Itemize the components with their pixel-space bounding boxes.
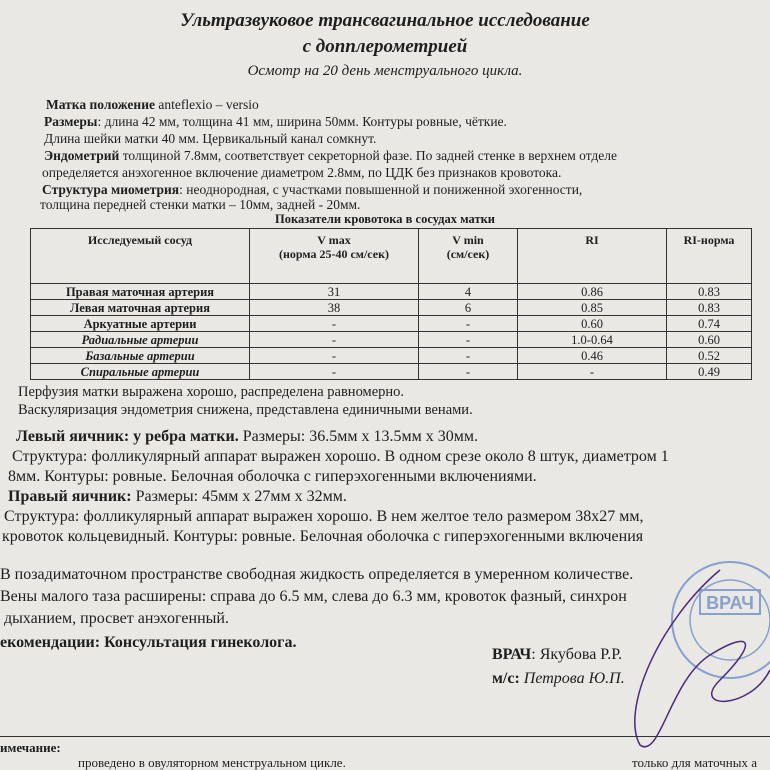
cell-norm: 0.83 [667,284,752,300]
cell-vmin: 4 [419,284,518,300]
pelvic-veins-cont: дыханием, просвет анэхогенный. [4,610,229,627]
endometrium-cont: определяется анэхогенное включение диаметром 2.8мм, по ЦДК без признаков кровотока. [42,165,562,180]
document-title-line2: с допплерометрией [302,36,468,57]
cell-vmin: 6 [419,300,518,316]
cell-ri: - [518,364,667,380]
doctor-signature-line: ВРАЧ: Якубова Р.Р. [492,646,623,663]
cell-vmin: - [419,348,518,364]
table-row [31,284,752,300]
cell-vessel: Радиальные артерии [31,332,250,348]
cell-vmin: - [419,332,518,348]
note-line2: только для маточных а [632,755,757,770]
cell-norm: 0.49 [667,364,752,380]
myometrium-cont: толщина передней стенки матки – 10мм, задней - 20мм. [40,197,361,212]
cell-vmax: - [250,332,419,348]
recommendation: екомендации: Консультация гинеколога. [0,634,297,651]
cell-vmax: - [250,316,419,332]
cell-norm: 0.83 [667,300,752,316]
cell-ri: 0.60 [518,316,667,332]
cell-ri: 0.86 [518,284,667,300]
cell-vessel: Правая маточная артерия [31,284,250,300]
cell-norm: 0.52 [667,348,752,364]
table-caption: Показатели кровотока в сосудах матки [274,212,496,226]
cell-vmax: 38 [250,300,419,316]
cervix: Длина шейки матки 40 мм. Цервикальный канал сомкнут. [44,131,377,146]
pelvic-veins-text: Вены малого таза расширены: справа до 6.5 мм, слева до 6.3 мм, кровоток фазный, синхрон [0,588,627,605]
right-ovary-structure: Структура: фолликулярный аппарат выражен хорошо. В нем желтое тело размером 38х27 мм, [4,508,644,525]
cell-norm: 0.60 [667,332,752,348]
document-title: Ультразвуковое трансвагинальное исследование [180,10,590,31]
cell-vessel: Левая маточная артерия [31,300,250,316]
left-ovary-title: Левый яичник: у ребра матки. Размеры: 36.5мм х 13.5мм х 30мм. [16,428,478,445]
table-row [31,300,752,316]
cell-vmax: - [250,348,419,364]
perfusion-text: Перфузия матки выражена хорошо, распределена равномерно. [18,384,405,400]
endometrium: Эндометрий толщиной 7.8мм, соответствует секреторной фазе. По задней стенке в верхнем отделе [44,148,618,163]
cell-vmin: - [419,316,518,332]
right-ovary-title: Правый яичник: Размеры: 45мм х 27мм х 32мм. [8,488,347,505]
table-row [31,348,752,364]
stamp-center-text: ВРАЧ [706,593,754,613]
nurse-signature-line: м/с: Петрова Ю.П. [492,670,625,687]
cell-ri: 0.46 [518,348,667,364]
cell-ri: 1.0-0.64 [518,332,667,348]
free-fluid-text: В позадиматочном пространстве свободная жидкость определяется в умеренном количестве. [0,566,634,583]
document-subtitle: Осмотр на 20 день менструального цикла. [247,63,523,79]
myometrium: Структура миометрия: неоднородная, с участками повышенной и пониженной эхогенности, [42,182,583,197]
table-row [31,364,752,380]
table-header: Исследуемый сосуд V max (норма 25-40 см/сек) V min (см/сек) RI RI-норма [31,229,752,284]
cell-vessel: Базальные артерии [31,348,250,364]
stamp-icon [672,562,770,678]
cell-vmax: - [250,364,419,380]
left-ovary-contours: 8мм. Контуры: ровные. Белочная оболочка с гиперэхогенными включениями. [8,468,537,485]
uterus-position: Матка положение anteflexio – versio [46,97,259,112]
divider [0,736,770,737]
cell-ri: 0.85 [518,300,667,316]
vascularization-text: Васкуляризация эндометрия снижена, представлена единичными венами. [18,402,473,418]
uterus-size: Размеры: длина 42 мм, толщина 41 мм, ширина 50мм. Контуры ровные, чёткие. [44,114,507,129]
right-ovary-contours: кровоток кольцевидный. Контуры: ровные. Белочная оболочка с гиперэхогенными включения [2,528,644,545]
cell-norm: 0.74 [667,316,752,332]
table-row [31,316,752,332]
cell-vmin: - [419,364,518,380]
bloodflow-table [30,228,752,380]
cell-vessel: Аркуатные артерии [31,316,250,332]
note-label: имечание: [0,740,61,755]
table-row [31,332,752,348]
cell-vmax: 31 [250,284,419,300]
stamp-and-signature [600,560,770,760]
cell-vessel: Спиральные артерии [31,364,250,380]
left-ovary-structure: Структура: фолликулярный аппарат выражен хорошо. В одном срезе около 8 штук, диаметром 1 [12,448,669,465]
note-line1: проведено в овуляторном менструальном цикле. [78,755,346,770]
